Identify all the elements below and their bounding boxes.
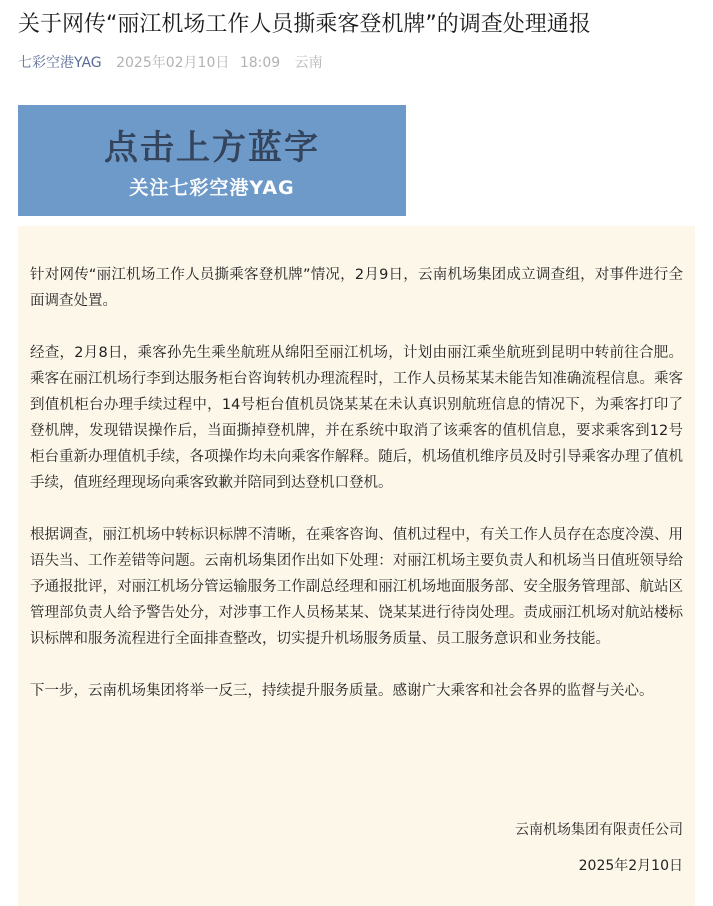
banner-sub-text: 关注七彩空港YAG [129, 177, 295, 199]
paragraph-handling: 根据调查，丽江机场中转标识标牌不清晰，在乘客咨询、值机过程中，有关工作人员存在态度冷漠、用语失当、工作差错等问题。云南机场集团作出如下处理：对丽江机场主要负责人和机场当日值班领导给予通报批评，对丽江机场分管运输服务工作副总经理和丽江机场地面服务部、安全服务管理部、航站区管理部负责人给予警告处分，对涉事工作人员杨某某、饶某某进行待岗处理。责成丽江机场对航站楼标识标牌和服务流程进行全面排查整改，切实提升机场服务质量、员工服务意识和业务技能。 [30, 527, 683, 647]
article-meta [18, 52, 323, 74]
article-title: 关于网传“丽江机场工作人员撕乘客登机牌”的调查处理通报 [18, 12, 591, 37]
publish-date: 2025年02月10日 [116, 55, 230, 71]
publish-time: 18:09 [239, 55, 281, 71]
follow-banner-image[interactable] [18, 105, 406, 216]
paragraph-intro: 针对网传“丽江机场工作人员撕乘客登机牌”情况，2月9日，云南机场集团成立调查组，对事件进行全面调查处置。 [30, 267, 683, 309]
signature-organization: 云南机场集团有限责任公司 [515, 822, 683, 838]
paragraph-findings: 经查，2月8日，乘客孙先生乘坐航班从绵阳至丽江机场，计划由丽江乘坐航班到昆明中转前往合肥。乘客在丽江机场行李到达服务柜台咨询转机办理流程时，工作人员杨某某未能告知准确流程信息。乘客到值机柜台办理手续过程中，14号柜台值机员饶某某在未认真识别航班信息的情况下，为乘客打印了登机牌，发现错误操作后，当面撕掉登机牌，并在系统中取消了该乘客的值机信息，要求乘客到12号柜台重新办理值机手续，各项操作均未向乘客作解释。随后，机场值机维序员及时引导乘客办理了值机手续，值班经理现场向乘客致歉并陪同到达登机口登机。 [30, 345, 683, 491]
paragraph-next-steps: 下一步，云南机场集团将举一反三，持续提升服务质量。感谢广大乘客和社会各界的监督与关心。 [30, 683, 654, 699]
article-body [18, 226, 695, 906]
publish-location: 云南 [294, 55, 323, 71]
banner-main-text: 点击上方蓝字 [104, 128, 320, 168]
account-name-link[interactable]: 七彩空港YAG [18, 55, 102, 71]
signature-date: 2025年2月10日 [578, 858, 683, 874]
